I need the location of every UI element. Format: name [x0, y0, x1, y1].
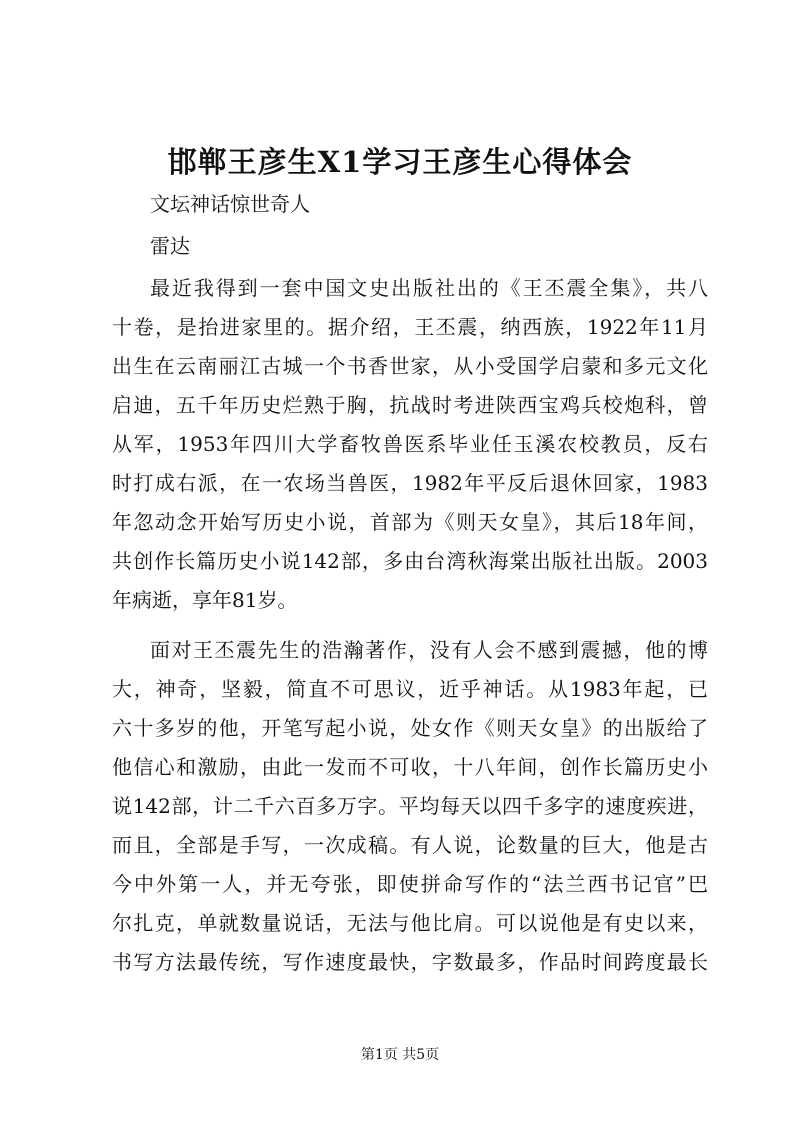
paragraph-2-line: 大，神奇，坚毅，简直不可思议，近乎神话。从1983年起，已 — [112, 677, 708, 701]
paragraph-1-line: 最近我得到一套中国文史出版社出的《王丕震全集》，共八 — [150, 276, 708, 300]
paragraph-2-line: 今中外第一人，并无夸张，即使拼命写作的“法兰西书记官”巴 — [112, 872, 708, 896]
paragraph-2-line: 面对王丕震先生的浩瀚著作，没有人会不感到震撼，他的博 — [150, 638, 708, 662]
page-number-footer: 第1页 共5页 — [360, 1047, 440, 1063]
paragraph-2-line: 书写方法最传统，写作速度最快，字数最多，作品时间跨度最长 — [112, 950, 708, 974]
document-title: 邯郸王彦生X1学习王彦生心得体会 — [167, 145, 633, 179]
paragraph-1-line: 共创作长篇历史小说142部，多由台湾秋海棠出版社出版。2003 — [112, 549, 708, 573]
paragraph-2-line: 尔扎克，单就数量说话，无法与他比肩。可以说他是有史以来， — [112, 911, 708, 935]
paragraph-1-line: 启迪，五千年历史烂熟于胸，抗战时考进陕西宝鸡兵校炮科，曾 — [112, 393, 708, 417]
paragraph-1-line: 十卷，是抬进家里的。据介绍，王丕震，纳西族，1922年11月 — [112, 315, 708, 339]
paragraph-1-line: 出生在云南丽江古城一个书香世家，从小受国学启蒙和多元文化 — [112, 354, 708, 378]
paragraph-1-line: 年病逝，享年81岁。 — [112, 588, 298, 612]
paragraph-1-line: 从军，1953年四川大学畜牧兽医系毕业任玉溪农校教员，反右 — [112, 432, 708, 456]
document-author: 雷达 — [150, 234, 190, 258]
paragraph-2-line: 六十多岁的他，开笔写起小说，处女作《则天女皇》的出版给了 — [112, 716, 708, 740]
paragraph-2-line: 说142部，计二千六百多万字。平均每天以四千多字的速度疾进， — [112, 794, 708, 818]
paragraph-1-line: 年忽动念开始写历史小说，首部为《则天女皇》，其后18年间， — [112, 510, 708, 534]
paragraph-1-line: 时打成右派，在一农场当兽医，1982年平反后退休回家，1983 — [112, 471, 708, 495]
document-subtitle: 文坛神话惊世奇人 — [150, 192, 310, 216]
paragraph-2-line: 而且，全部是手写，一次成稿。有人说，论数量的巨大，他是古 — [112, 833, 708, 857]
paragraph-2-line: 他信心和激励，由此一发而不可收，十八年间，创作长篇历史小 — [112, 755, 708, 779]
